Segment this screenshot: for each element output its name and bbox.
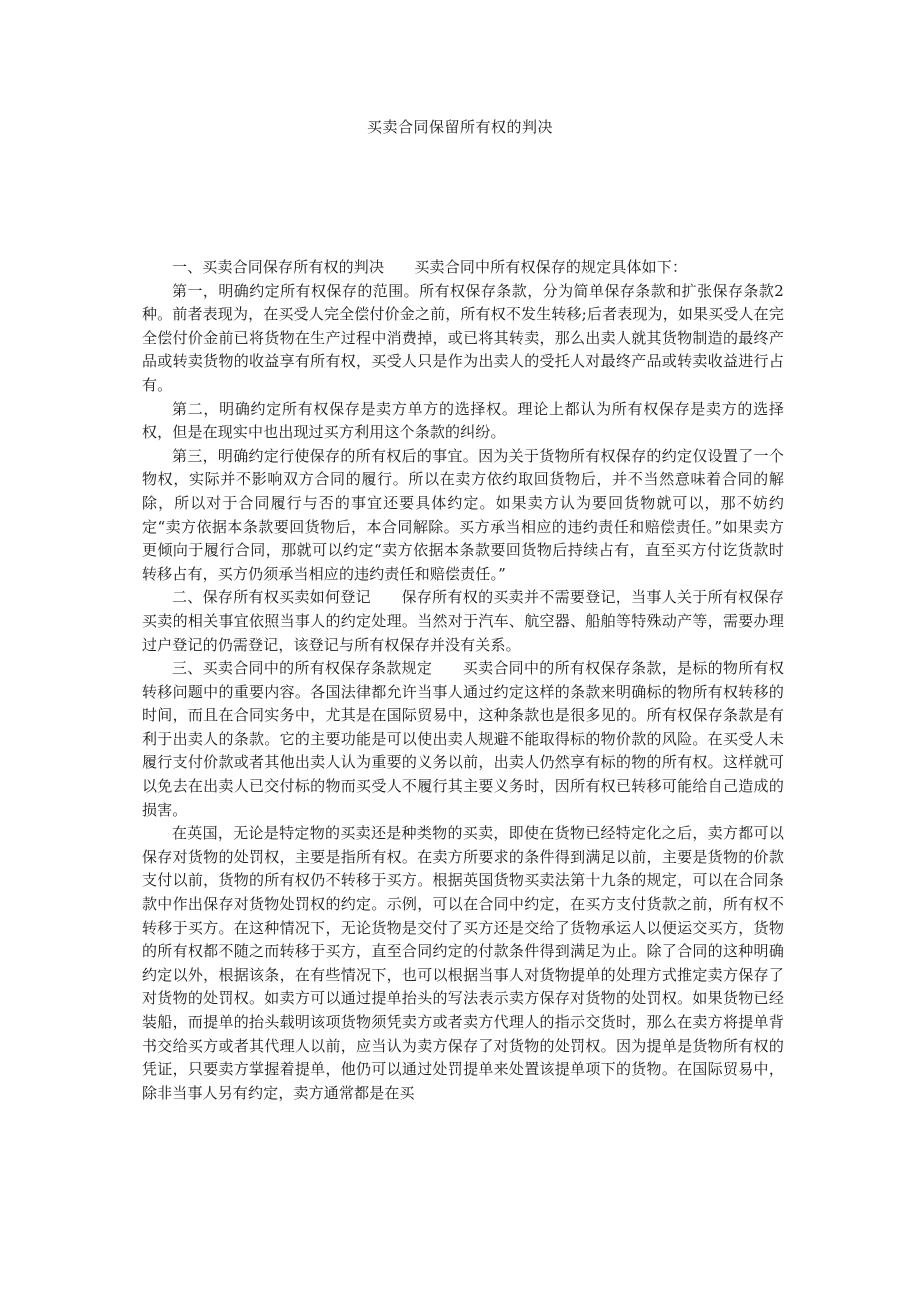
paragraph-section-1-heading: 一、买卖合同保存所有权的判决 买卖合同中所有权保存的规定具体如下：: [172, 258, 688, 276]
paragraph-second-point: 第二，明确约定所有权保存是卖方单方的选择权。理论上都认为所有权保存是卖方的选择权，但是在现实中也出现过买方利用这个条款的纠纷。: [142, 399, 784, 442]
paragraph-uk-law: 在英国，无论是特定物的买卖还是种类物的买卖，即使在货物已经特定化之后，卖方都可以保存对货物的处罚权，主要是指所有权。在卖方所要求的条件得到满足以前，主要是货物的价款支付以前，货物的所有权仍不转移于买方。根据英国货物买卖法第十九条的规定，可以在合同条款中作出保存对货物处罚权的约定。示例，可以在合同中约定，在买方支付货款之前，所有权不转移于买方。在这种情况下，无论货物是交付了买方还是交给了货物承运人以便运交买方，货物的所有权都不随之而转移于买方，直至合同约定的付款条件得到满足为止。除了合同的这种明确约定以外，根据该条，在有些情况下，也可以根据当事人对货物提单的处理方式推定卖方保存了对货物的处罚权。如卖方可以通过提单抬头的写法表示卖方保存对货物的处罚权。如果货物已经装船，而提单的抬头载明该项货物须凭卖方或者卖方代理人的指示交货时，那么在卖方将提单背书交给买方或者其代理人以前，应当认为卖方保存了对货物的处罚权。因为提单是货物所有权的凭证，只要卖方掌握着提单，他仍可以通过处罚提单来处置该提单项下的货物。在国际贸易中，除非当事人另有约定，卖方通常都是在买: [142, 824, 784, 1102]
paragraph-section-2-registration: 二、保存所有权买卖如何登记 保存所有权的买卖并不需要登记，当事人关于所有权保存买卖的相关事宜依照当事人的约定处理。当然对于汽车、航空器、船舶等特殊动产等，需要办理过户登记的仍需登记，该登记与所有权保存并没有关系。: [142, 588, 784, 654]
document-title: 买卖合同保留所有权的判决: [366, 118, 553, 136]
paragraph-section-3-clause: 三、买卖合同中的所有权保存条款规定 买卖合同中的所有权保存条款，是标的物所有权转移问题中的重要内容。各国法律都允许当事人通过约定这样的条款来明确标的物所有权转移的时间，而且在合同实务中，尤其是在国际贸易中，这种条款也是很多见的。所有权保存条款是有利于出卖人的条款。它的主要功能是可以使出卖人规避不能取得标的物价款的风险。在买受人未履行支付价款或者其他出卖人认为重要的义务以前，出卖人仍然享有标的物的所有权。这样就可以免去在出卖人已交付标的物而买受人不履行其主要义务时，因所有权已转移可能给自己造成的损害。: [142, 659, 784, 819]
paragraph-first-point: 第一，明确约定所有权保存的范围。所有权保存条款，分为简单保存条款和扩张保存条款2种。前者表现为，在买受人完全偿付价金之前，所有权不发生转移;后者表现为，如果买受人在完全偿付价金前已将货物在生产过程中消费掉，或已将其转卖，那么出卖人就其货物制造的最终产品或转卖货物的收益享有所有权，买受人只是作为出卖人的受托人对最终产品或转卖收益进行占有。: [142, 281, 784, 394]
paragraph-third-point: 第三，明确约定行使保存的所有权后的事宜。因为关于货物所有权保存的约定仅设置了一个物权，实际并不影响双方合同的履行。所以在卖方依约取回货物后，并不当然意味着合同的解除，所以对于合同履行与否的事宜还要具体约定。如果卖方认为要回货物就可以，那不妨约定“卖方依据本条款要回货物后，本合同解除。买方承当相应的违约责任和赔偿责任。”如果卖方更倾向于履行合同，那就可以约定“卖方依据本条款要回货物后持续占有，直至买方付讫货款时转移占有，买方仍须承当相应的违约责任和赔偿责任。”: [142, 446, 784, 583]
document-body: [142, 256, 784, 1105]
